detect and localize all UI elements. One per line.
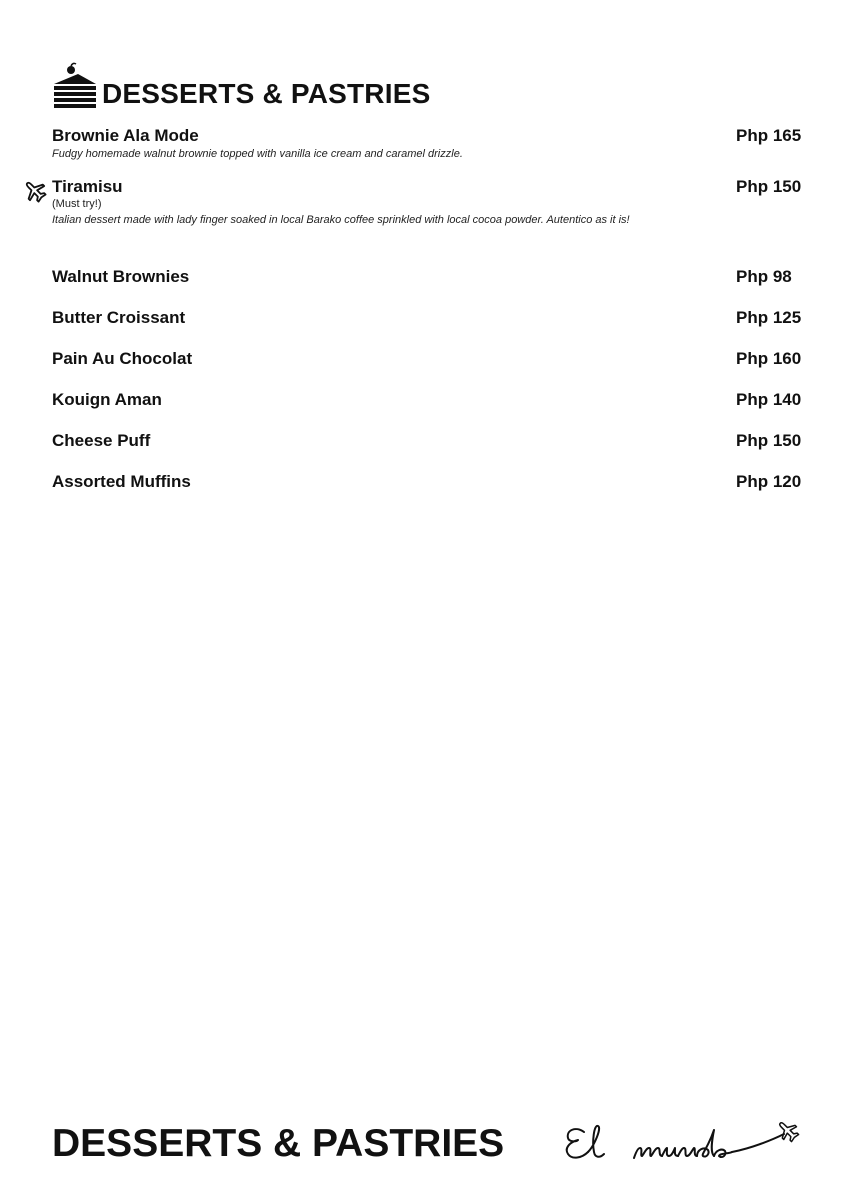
item-price: Php 125 [736, 308, 802, 327]
item-price: Php 140 [736, 390, 802, 409]
item-price: Php 98 [736, 267, 792, 286]
menu-item [52, 177, 802, 229]
item-price: Php 150 [736, 177, 802, 196]
menu-header [52, 62, 430, 108]
menu-item [52, 126, 802, 163]
item-name: Kouign Aman [52, 390, 162, 409]
item-price: Php 120 [736, 472, 802, 491]
menu-item [52, 267, 802, 287]
item-name: Cheese Puff [52, 431, 151, 450]
item-name: Butter Croissant [52, 308, 186, 327]
menu-item [52, 390, 802, 410]
cake-slice-icon [52, 62, 98, 108]
item-price: Php 160 [736, 349, 802, 368]
item-description: Italian dessert made with lady finger soaked in local Barako coffee sprinkled with local cocoa powder. Autentico as it is! [52, 214, 630, 226]
page-title: DESSERTS & PASTRIES [102, 78, 431, 109]
airplane-icon [22, 178, 48, 204]
item-price: Php 150 [736, 431, 802, 450]
menu-item [52, 431, 802, 451]
footer-title: DESSERTS & PASTRIES [52, 1122, 505, 1165]
item-name: Tiramisu [52, 177, 123, 196]
item-name: Brownie Ala Mode [52, 126, 199, 145]
el-mundo-logo [562, 1118, 806, 1168]
item-name: Pain Au Chocolat [52, 349, 193, 368]
menu-item [52, 349, 802, 369]
menu-item [52, 308, 802, 328]
item-price: Php 165 [736, 126, 802, 145]
item-description: Fudgy homemade walnut brownie topped with vanilla ice cream and caramel drizzle. [52, 148, 463, 160]
item-name: Assorted Muffins [52, 472, 191, 491]
menu-item [52, 472, 802, 492]
item-name: Walnut Brownies [52, 267, 190, 286]
item-note: (Must try!) [52, 198, 102, 210]
